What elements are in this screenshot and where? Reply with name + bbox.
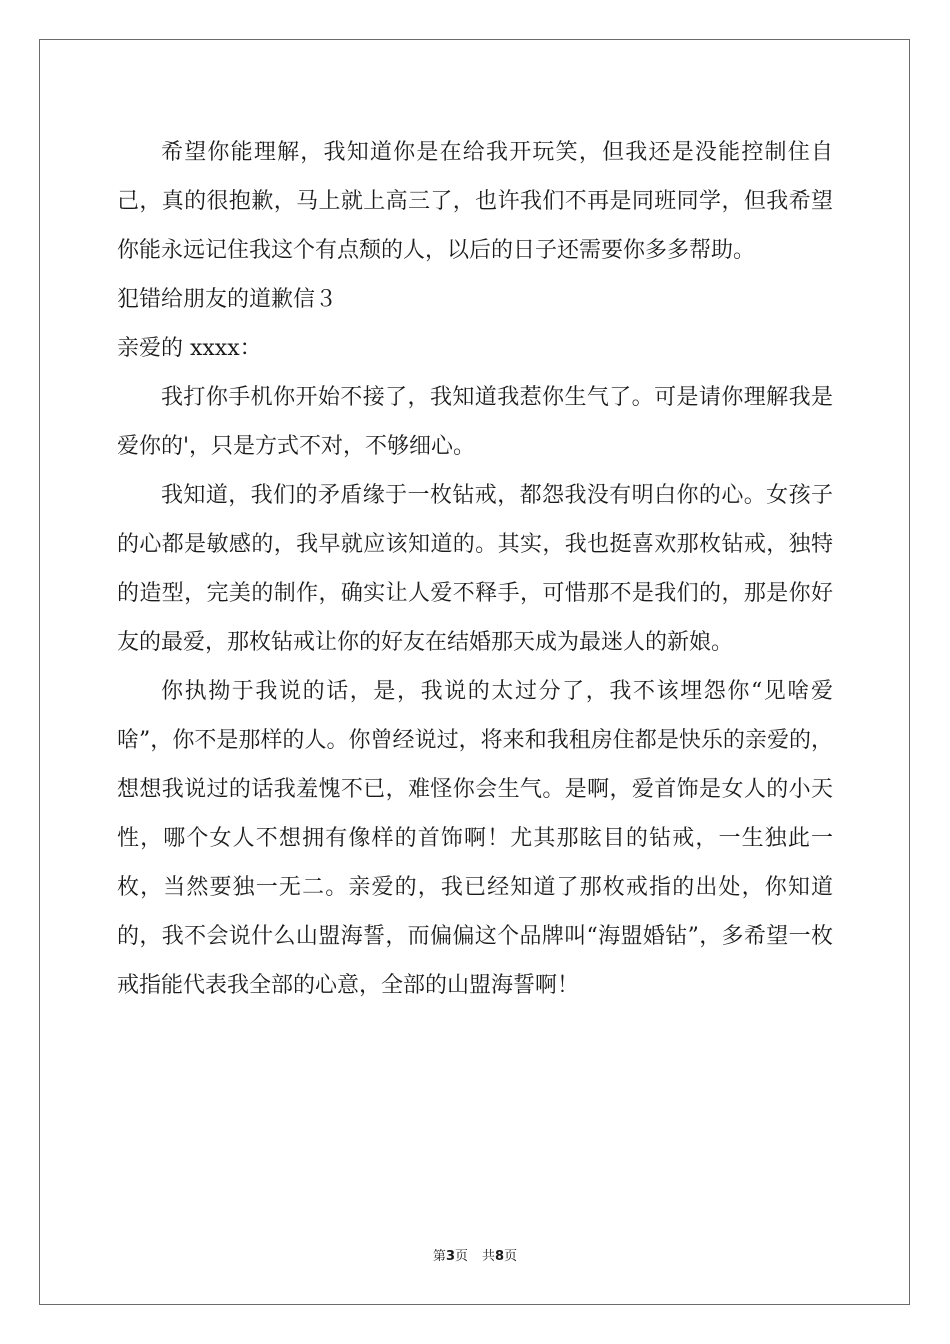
total-page-number: 8 xyxy=(495,1249,505,1264)
page-label-suffix: 页 xyxy=(454,1249,468,1264)
page-footer xyxy=(0,1245,950,1264)
page-label-prefix: 第 xyxy=(432,1249,446,1264)
letter-heading: 犯错给朋友的道歉信３ xyxy=(117,287,338,312)
total-label-prefix: 共 xyxy=(482,1249,496,1264)
salutation: 亲爱的 xxxx： xyxy=(117,336,262,361)
total-label-suffix: 页 xyxy=(504,1249,518,1264)
paragraph-3: 我知道，我们的矛盾缘于一枚钻戒，都怨我没有明白你的心。女孩子的心都是敏感的，我早就应该知道的。其实，我也挺喜欢那枚钻戒，独特的造型，完美的制作，确实让人爱不释手，可惜那不是我们的，那是你好友的最爱，那枚钻戒让你的好友在结婚那天成为最迷人的新娘。 xyxy=(117,483,833,655)
paragraph-2: 我打你手机你开始不接了，我知道我惹你生气了。可是请你理解我是爱你的'，只是方式不对，不够细心。 xyxy=(117,385,833,459)
paragraph-4: 你执拗于我说的话，是，我说的太过分了，我不该埋怨你“见啥爱啥”，你不是那样的人。你曾经说过，将来和我租房住都是快乐的亲爱的，想想我说过的话我羞愧不已，难怪你会生气。是啊，爱首饰是女人的小天性，哪个女人不想拥有像样的首饰啊！尤其那眩目的钻戒，一生独此一枚，当然要独一无二。亲爱的，我已经知道了那枚戒指的出处，你知道的，我不会说什么山盟海誓，而偏偏这个品牌叫“海盟婚钻”，多希望一枚戒指能代表我全部的心意，全部的山盟海誓啊！ xyxy=(117,679,833,998)
paragraph-1: 希望你能理解，我知道你是在给我开玩笑，但我还是没能控制住自己，真的很抱歉，马上就上高三了，也许我们不再是同班同学，但我希望你能永远记住我这个有点颓的人，以后的日子还需要你多多帮助。 xyxy=(117,140,833,263)
current-page-number: 3 xyxy=(445,1249,455,1264)
document-body xyxy=(117,128,833,1010)
